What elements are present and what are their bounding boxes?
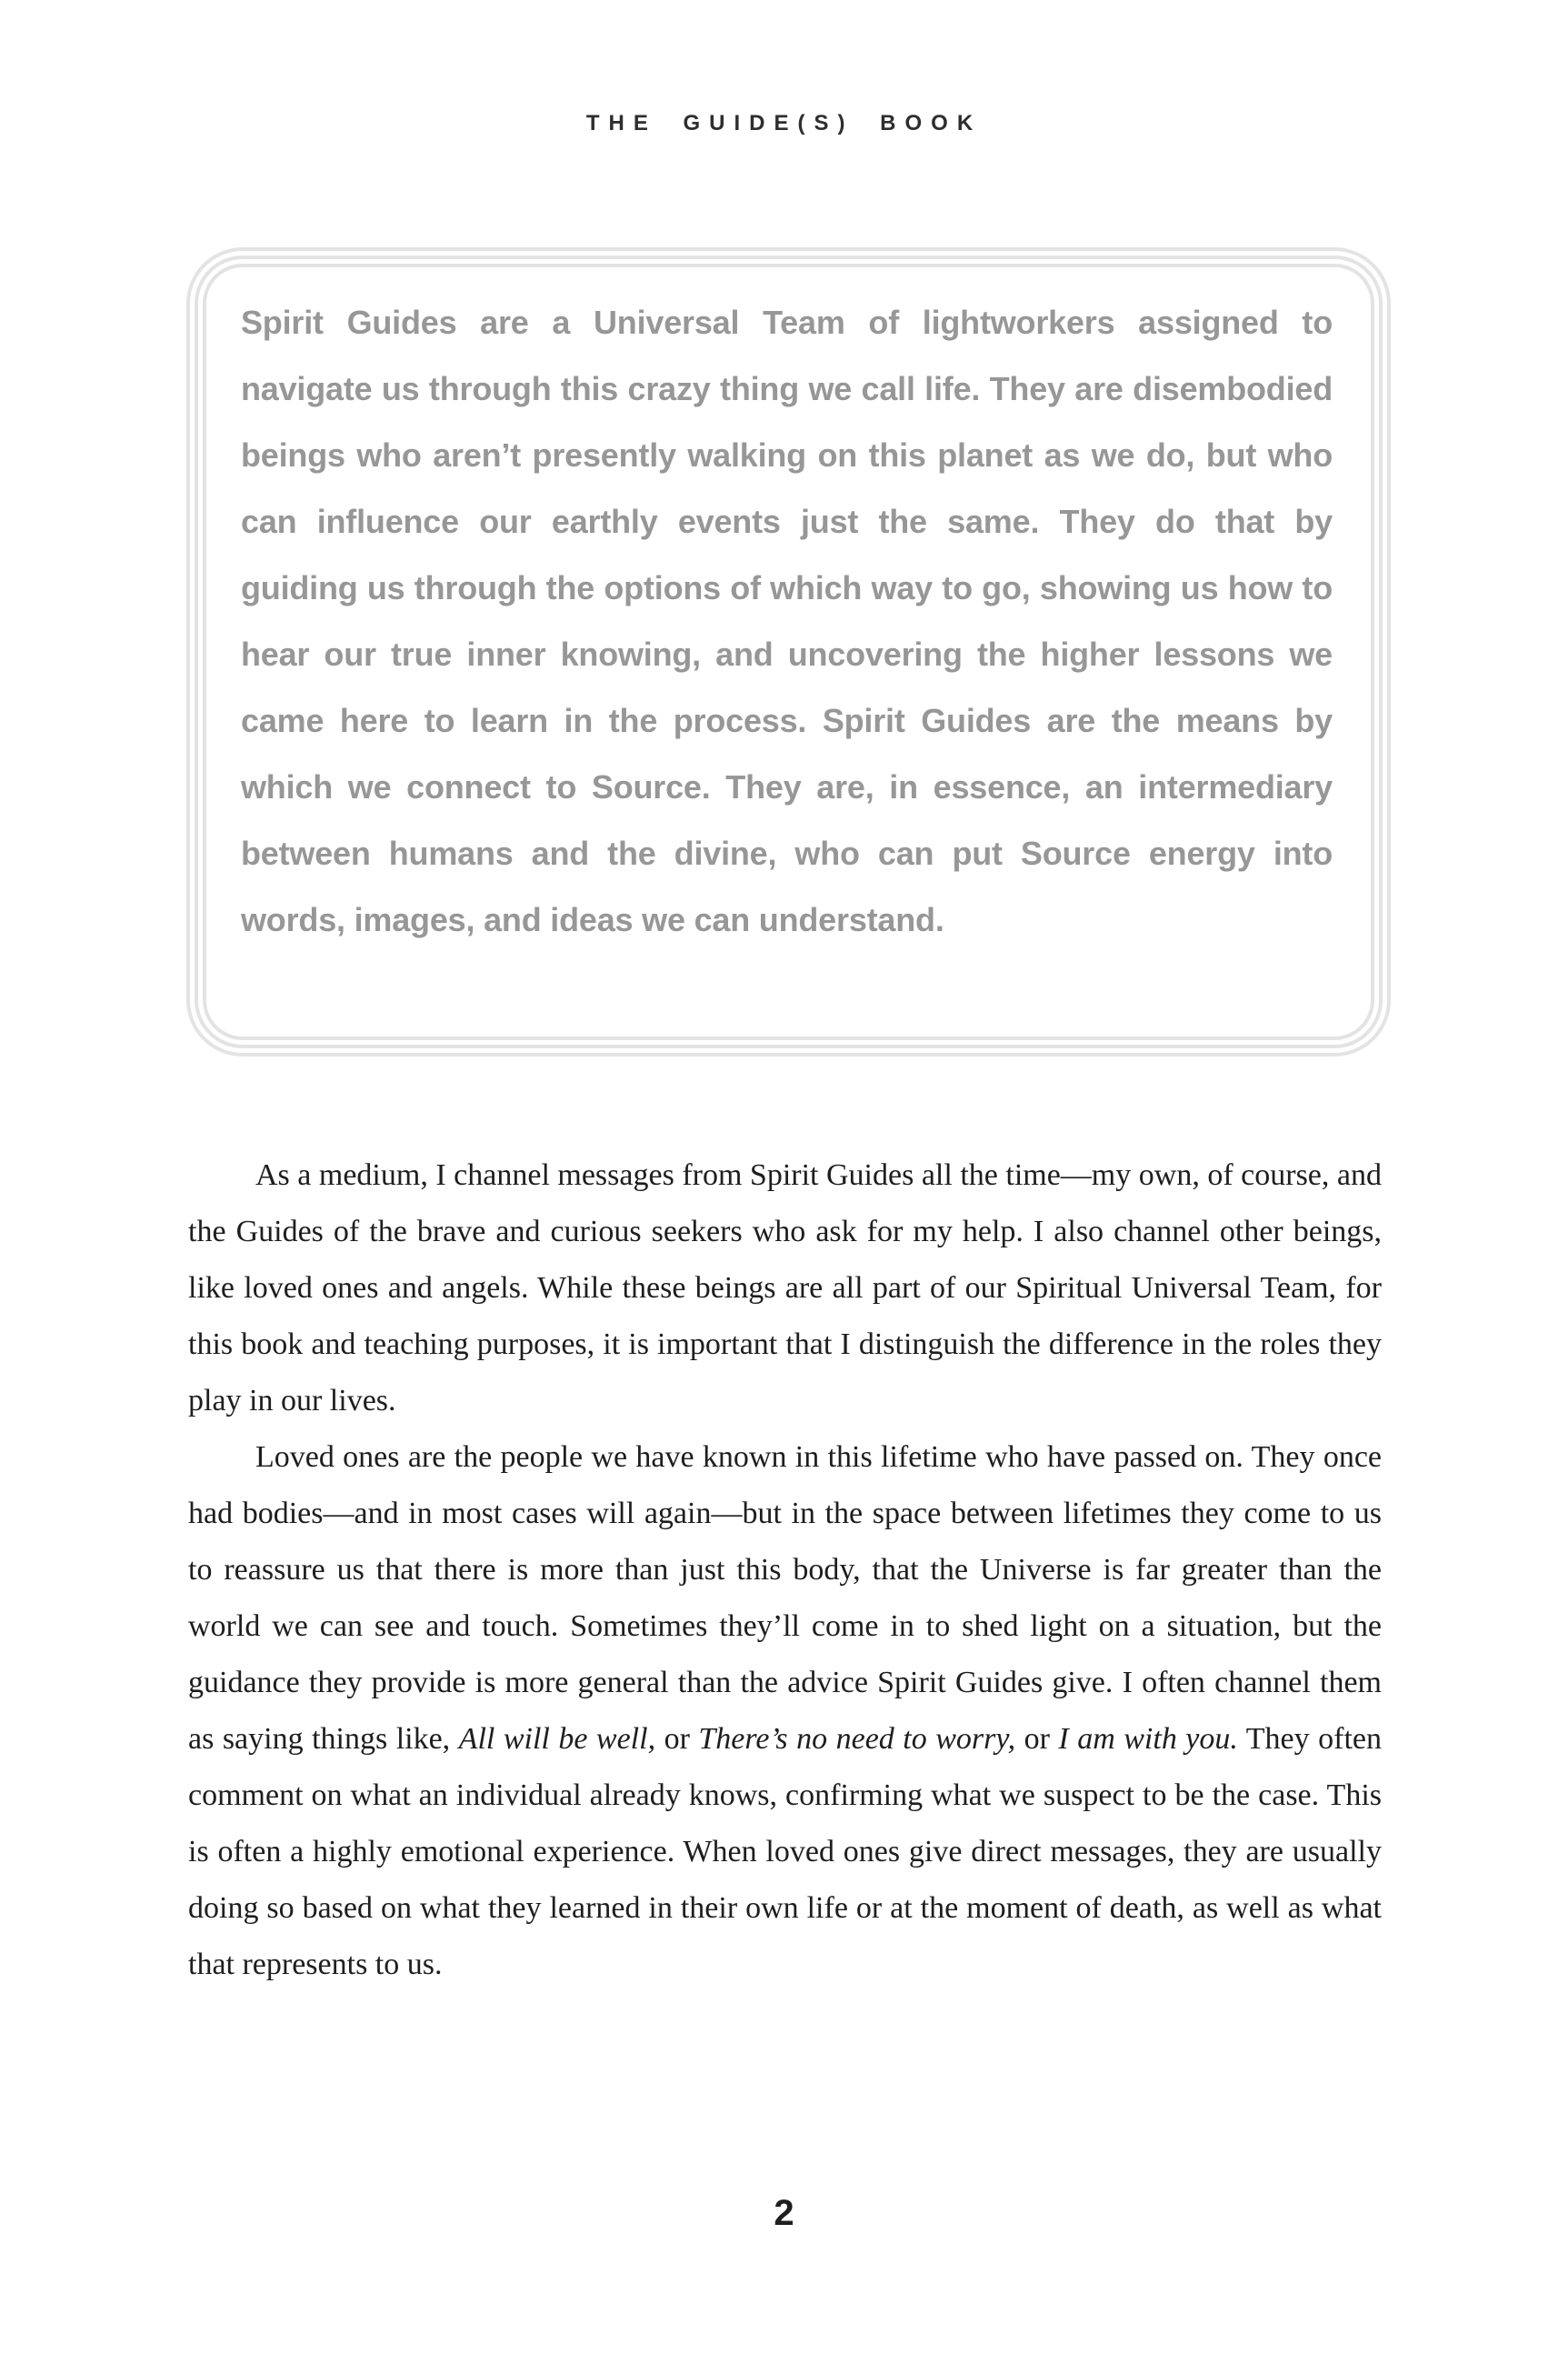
paragraph-2-run: They often comment on what an individual already knows, confirming what we suspect to be the case. This is often a highly emotional experience. When loved ones give direct messages, they are usually doing so based on what they learned in their own life or at the moment of death, as well as what that represents to us.	[188, 1722, 1382, 1981]
body-paragraph-2	[188, 1429, 1382, 1993]
paragraph-2-italic-phrase: There’s no need to worry,	[698, 1722, 1016, 1756]
paragraph-2-run: or	[1015, 1722, 1059, 1756]
paragraph-2-italic-phrase: I am with you.	[1058, 1722, 1238, 1756]
paragraph-2-run: Loved ones are the people we have known in this lifetime who have passed on. They once had bodies—and in most cases will again—but in the space between lifetimes they come to us to reassure us that there is more than just this body, that the Universe is far greater than the world we can see and touch. Sometimes they’ll come in to shed light on a situation, but the guidance they provide is more general than the advice Spirit Guides give. I often channel them as saying things like,	[188, 1440, 1382, 1756]
pull-quote-box	[203, 264, 1374, 1040]
body-paragraph-1: As a medium, I channel messages from Spirit Guides all the time—my own, of course, and the Guides of the brave and curious seekers who ask for my help. I also channel other beings, like loved ones and angels. While these beings are all part of our Spiritual Universal Team, for this book and teaching purposes, it is important that I distinguish the difference in the roles they play in our lives.	[188, 1158, 1382, 1417]
paragraph-2-italic-phrase: All will be well,	[458, 1722, 656, 1756]
body-text-block	[188, 1147, 1382, 1993]
paragraph-2-run: or	[655, 1722, 699, 1756]
running-header: THE GUIDE(S) BOOK	[585, 111, 983, 135]
pull-quote-text: Spirit Guides are a Universal Team of lightworkers assigned to navigate us through this crazy thing we call life. They are disembodied beings who aren’t presently walking on this planet as we do, but who can influence our earthly events just the same. They do that by guiding us through the options of which way to go, showing us how to hear our true inner knowing, and uncovering the higher lessons we came here to learn in the process. Spirit Guides are the means by which we connect to Source. They are, in essence, an intermediary between humans and the divine, who can put Source energy into words, images, and ideas we can understand.	[241, 304, 1333, 938]
page-number-folio: 2	[774, 2193, 794, 2233]
